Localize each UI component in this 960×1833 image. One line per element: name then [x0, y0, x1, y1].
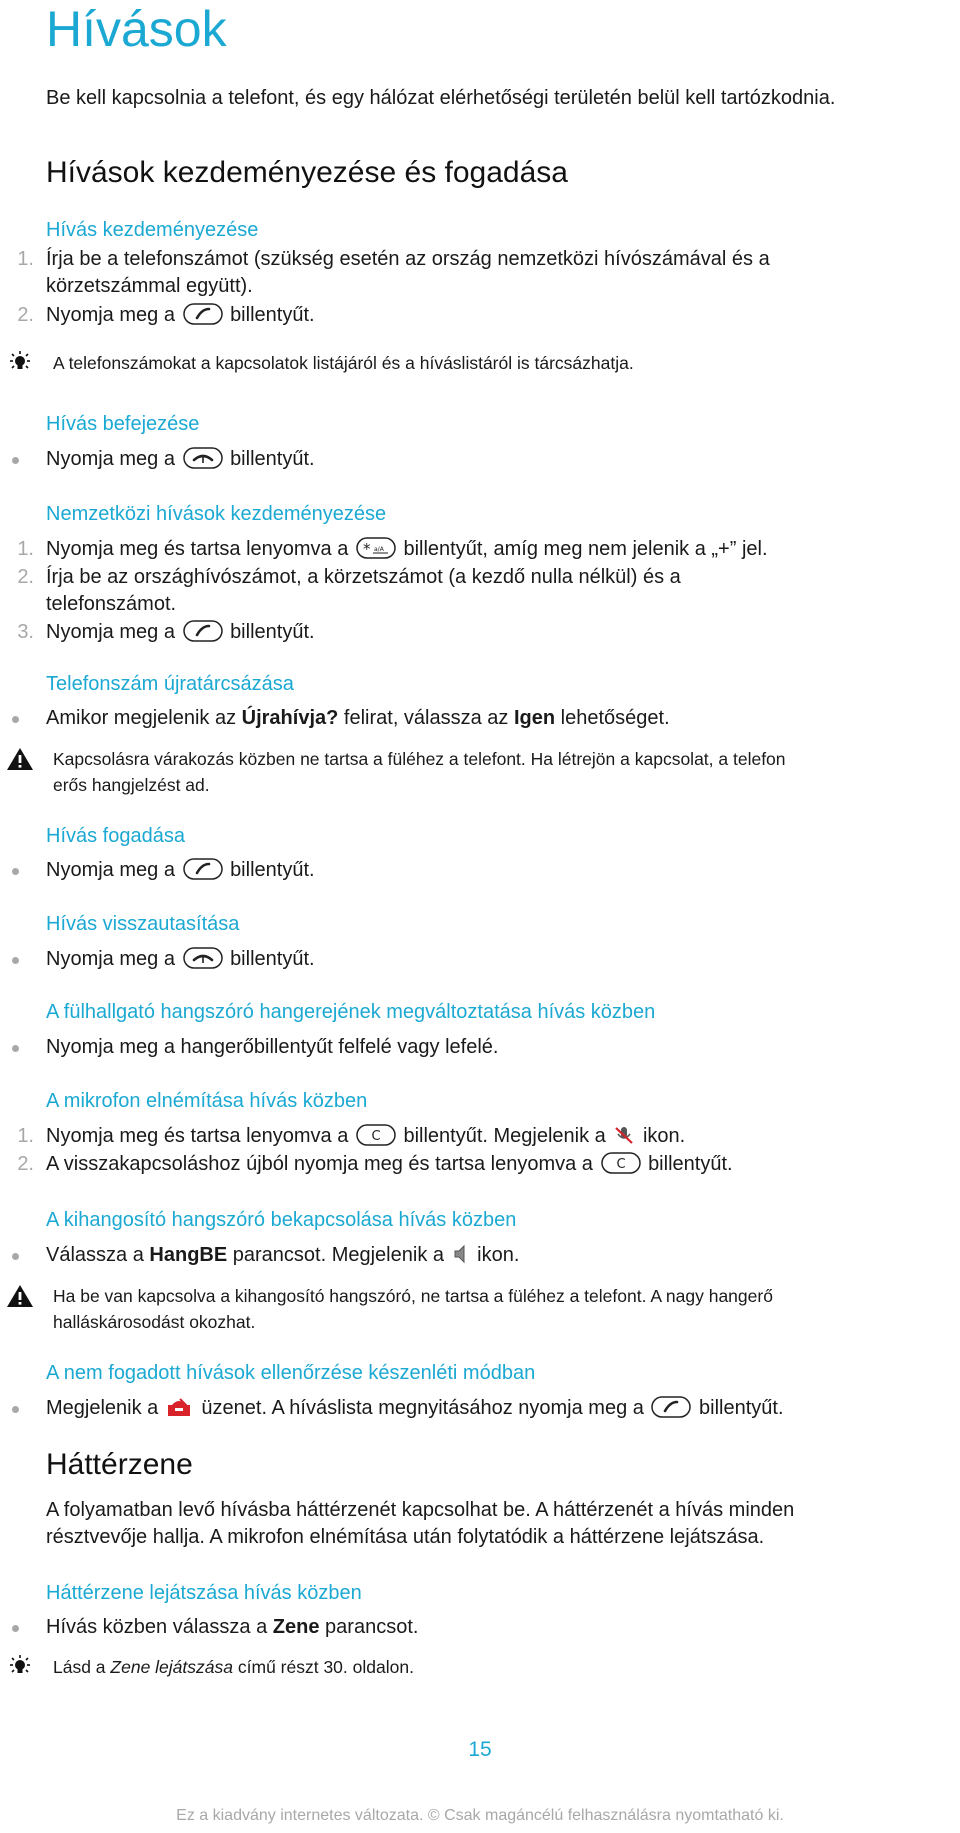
step-text: ikon.: [642, 1125, 686, 1147]
item-text: Amikor megjelenik az: [46, 707, 237, 729]
step-number: 1.: [17, 248, 34, 270]
heading-mute: A mikrofon elnémítása hívás közben: [46, 1090, 368, 1112]
heading-missed-calls: A nem fogadott hívások ellenőrzése készenléti módban: [46, 1362, 536, 1384]
call-key-icon: [183, 620, 223, 642]
warning-icon: [5, 1283, 35, 1309]
step-text: telefonszámot.: [46, 593, 177, 615]
heading-international: Nemzetközi hívások kezdeményezése: [46, 503, 387, 525]
item-text: Nyomja meg a: [46, 448, 175, 470]
tip-link-text: Zene lejátszása: [110, 1657, 233, 1677]
call-key-icon: [183, 858, 223, 880]
list-item: [46, 1034, 926, 1061]
item-text: billentyűt.: [230, 859, 315, 881]
list-item: [46, 857, 926, 884]
item-text: Nyomja meg a: [46, 859, 175, 881]
item-text-bold: HangBE: [149, 1244, 228, 1266]
item-text-bold: Igen: [513, 707, 556, 729]
warning-icon: [5, 746, 35, 772]
tip-text: Lásd a: [53, 1657, 106, 1677]
heading-answer-call: Hívás fogadása: [46, 825, 185, 847]
heading-reject-call: Hívás visszautasítása: [46, 913, 240, 935]
step-text: Nyomja meg a: [46, 304, 175, 326]
item-text: felirat, válassza az: [343, 707, 509, 729]
warning-note: [53, 746, 958, 798]
step-text: Nyomja meg a: [46, 621, 175, 643]
item-text: billentyűt.: [230, 448, 315, 470]
svg-text:*: *: [362, 540, 371, 558]
warning-text: halláskárosodást okozhat.: [53, 1312, 256, 1332]
bullet: [12, 1045, 19, 1052]
step-text: billentyűt, amíg meg nem jelenik a „+” jel.: [403, 538, 768, 560]
step-text: Nyomja meg és tartsa lenyomva a: [46, 538, 349, 560]
item-text-bold: Újrahívja?: [241, 707, 339, 729]
c-key-label: C: [615, 1157, 626, 1172]
item-text: Válassza a: [46, 1244, 144, 1266]
bullet: [12, 716, 19, 723]
step-number: 2.: [17, 1153, 34, 1175]
step-text: billentyűt.: [230, 621, 315, 643]
heading-speaker: A kihangosító hangszóró bekapcsolása hívás közben: [46, 1209, 517, 1231]
heading-volume: A fülhallgató hangszóró hangerejének megváltoztatása hívás közben: [46, 1001, 656, 1023]
step-number: 1.: [17, 538, 34, 560]
list-item: [17, 1151, 926, 1178]
svg-text:a/A: a/A: [373, 546, 384, 553]
step-text: billentyűt. Megjelenik a: [403, 1125, 606, 1147]
item-text: billentyűt.: [230, 948, 315, 970]
list-item: [17, 619, 926, 646]
item-text: Nyomja meg a hangerőbillentyűt felfelé vagy lefelé.: [46, 1036, 499, 1058]
warning-text: Ha be van kapcsolva a kihangosító hangszóró, ne tartsa a füléhez a telefont. A nagy hangerő: [53, 1286, 773, 1306]
step-number: 3.: [17, 621, 34, 643]
lightbulb-icon: [5, 350, 35, 376]
item-text: parancsot.: [325, 1616, 419, 1638]
bullet: [12, 1253, 19, 1260]
bullet: [12, 957, 19, 964]
intro-text: Be kell kapcsolnia a telefont, és egy hálózat elérhetőségi területén belül kell tartózkodnia.: [46, 87, 836, 109]
item-text: Hívás közben válassza a: [46, 1616, 268, 1638]
paragraph: [46, 1497, 926, 1551]
item-text: lehetőséget.: [560, 707, 670, 729]
list-item: [46, 1242, 926, 1269]
section-heading-calls: Hívások kezdeményezése és fogadása: [46, 156, 568, 189]
missed-call-icon: [166, 1396, 194, 1418]
list-item: [46, 705, 926, 732]
page-number: 15: [468, 1738, 492, 1761]
page-title: Hívások: [46, 1, 227, 57]
heading-redial: Telefonszám újratárcsázása: [46, 673, 294, 695]
speaker-icon: [452, 1243, 470, 1265]
c-key-icon: [601, 1152, 641, 1174]
item-text: ikon.: [477, 1244, 520, 1266]
list-item: [17, 246, 926, 300]
list-item: [46, 1395, 926, 1422]
step-number: 2.: [17, 304, 34, 326]
step-text: A visszakapcsoláshoz újból nyomja meg és tartsa lenyomva a: [46, 1153, 593, 1175]
step-number: 2.: [17, 566, 34, 588]
list-item: [46, 1614, 926, 1641]
bullet: [12, 1625, 19, 1632]
tip-note: [53, 350, 958, 376]
end-key-icon: [183, 947, 223, 969]
bullet: [12, 457, 19, 464]
step-text: billentyűt.: [230, 304, 315, 326]
lightbulb-icon: [5, 1654, 35, 1680]
section-heading-background-music: Háttérzene: [46, 1448, 193, 1481]
step-text: Írja be az országhívószámot, a körzetszámot (a kezdő nulla nélkül) és a: [46, 566, 681, 588]
tip-text: című részt 30. oldalon.: [237, 1657, 414, 1677]
warning-text: Kapcsolásra várakozás közben ne tartsa a füléhez a telefont. Ha létrejön a kapcsolat, a telefon: [53, 749, 786, 769]
list-item: [17, 536, 926, 563]
tip-text: A telefonszámokat a kapcsolatok listájáról és a híváslistáról is tárcsázhatja.: [53, 353, 634, 373]
step-text: billentyűt.: [648, 1153, 733, 1175]
step-text: körzetszámmal együtt).: [46, 275, 253, 297]
footer-text: Ez a kiadvány internetes változata. © Csak magáncélú felhasználásra nyomtatható ki.: [176, 1807, 784, 1824]
item-text: parancsot. Megjelenik a: [232, 1244, 444, 1266]
call-key-icon: [651, 1396, 691, 1418]
heading-end-call: Hívás befejezése: [46, 413, 200, 435]
paragraph-line: A folyamatban levő hívásba háttérzenét kapcsolhat be. A háttérzenét a hívás minden: [46, 1499, 795, 1521]
paragraph-line: résztvevője hallja. A mikrofon elnémítása után folytatódik a háttérzene lejátszása.: [46, 1526, 765, 1548]
heading-play-bg-music: Háttérzene lejátszása hívás közben: [46, 1582, 362, 1604]
list-item: [46, 446, 926, 473]
bullet: [12, 868, 19, 875]
c-key-icon: [356, 1124, 396, 1146]
step-number: 1.: [17, 1125, 34, 1147]
item-text-bold: Zene: [272, 1616, 320, 1638]
item-text: billentyűt.: [699, 1397, 784, 1419]
list-item: [17, 1123, 926, 1150]
tip-note: [53, 1654, 958, 1680]
warning-text: erős hangjelzést ad.: [53, 775, 210, 795]
star-key-icon: [356, 537, 396, 559]
list-item: [17, 302, 926, 329]
item-text: Megjelenik a: [46, 1397, 159, 1419]
step-text: Írja be a telefonszámot (szükség esetén az ország nemzetközi hívószámával és a: [46, 248, 770, 270]
item-text: üzenet. A híváslista megnyitásához nyomja meg a: [201, 1397, 644, 1419]
item-text: Nyomja meg a: [46, 948, 175, 970]
list-item: [46, 946, 926, 973]
c-key-label: C: [371, 1129, 381, 1144]
end-key-icon: [183, 447, 223, 469]
mic-muted-icon: [613, 1124, 635, 1146]
bullet: [12, 1406, 19, 1413]
call-key-icon: [183, 303, 223, 325]
list-item: [17, 564, 926, 618]
heading-make-call: Hívás kezdeményezése: [46, 219, 259, 241]
warning-note: [53, 1283, 958, 1335]
step-text: Nyomja meg és tartsa lenyomva a: [46, 1125, 349, 1147]
